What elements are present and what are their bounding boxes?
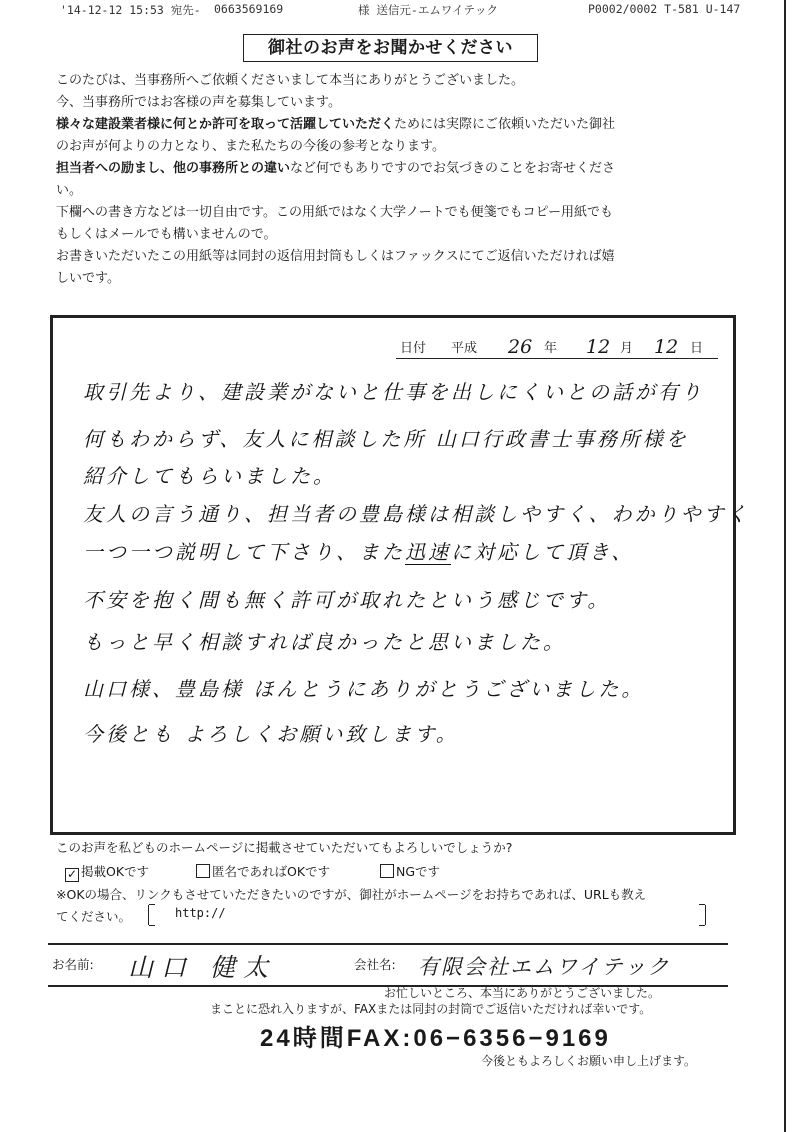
- fax-sender: 様 送信元-エムワイテック: [358, 3, 499, 17]
- checkbox-icon[interactable]: [380, 864, 394, 878]
- closing-text: 今後ともよろしくお願い申し上げます。: [481, 1054, 697, 1068]
- comment-line: もっと早く相談すれば良かったと思いました。: [83, 630, 566, 654]
- comment-box[interactable]: [50, 315, 750, 835]
- intro-line: もしくはメールでも構いませんので。: [56, 227, 277, 242]
- intro-line: しいです。: [56, 271, 120, 286]
- intro-line: お書きいただいたこの用紙等は同封の返信用封筒もしくはファックスにてご返信いただければ嬉: [56, 249, 615, 264]
- fax-sent-time: '14-12-12 15:53 宛先-: [60, 3, 201, 17]
- intro-line: 担当者への励まし、他の事務所との違いなど何でもありですのでお気づきのことをお寄せくださ: [56, 161, 616, 176]
- option-ng[interactable]: NGです: [380, 862, 440, 880]
- checkbox-icon[interactable]: [196, 864, 210, 878]
- name-label: お名前:: [52, 957, 94, 972]
- date-year-unit: 年: [544, 341, 558, 356]
- fax-header: [0, 2, 800, 20]
- fax-page-info: P0002/0002 T-581 U-147: [588, 2, 741, 16]
- date-year: 26: [508, 336, 533, 358]
- comment-line: 取引先より、建設業がないと仕事を出しにくいとの話が有り: [83, 380, 704, 404]
- link-note-cont: てください。: [56, 909, 132, 924]
- page-title: 御社のお声をお聞かせください: [243, 34, 538, 62]
- date-month-unit: 月: [620, 341, 634, 356]
- url-field[interactable]: [148, 905, 706, 925]
- intro-line: このたびは、当事務所へご依頼くださいまして本当にありがとうございました。: [56, 73, 525, 88]
- date-month: 12: [586, 336, 611, 358]
- intro-emphasis: 様々な建設業者様に何とか許可を取って活躍していただく: [56, 117, 395, 132]
- date-era: 平成: [451, 341, 478, 356]
- date-field: [396, 336, 718, 359]
- name-value[interactable]: 山口 健太: [128, 953, 276, 982]
- permission-question: このお声を私どものホームページに掲載させていただいてもよろしいでしょうか?: [56, 840, 513, 855]
- intro-line: 今、当事務所ではお客様の声を募集しています。: [56, 95, 341, 110]
- comment-line: 山口様、豊島様 ほんとうにありがとうございました。: [83, 677, 645, 701]
- comment-line: 友人の言う通り、担当者の豊島様は相談しやすく、わかりやすく: [83, 502, 750, 526]
- underlined-word: 迅速: [405, 540, 451, 564]
- fax-number: 24時間FAX:06−6356−9169: [260, 1025, 611, 1052]
- intro-line: 様々な建設業者様に何とか許可を取って活躍していただくためには実際にご依頼いただいた御社: [56, 117, 616, 132]
- option-anonymous[interactable]: 匿名であればOKです: [196, 862, 330, 880]
- company-label: 会社名:: [354, 957, 396, 972]
- signature-row: [48, 943, 728, 987]
- intro-line: い。: [56, 183, 83, 198]
- intro-emphasis: 担当者への励まし、他の事務所との違い: [56, 161, 291, 176]
- option-ok[interactable]: ✓ 掲載OKです: [66, 864, 150, 881]
- link-note: ※OKの場合、リンクもさせていただきたいのですが、御社がホームページをお持ちであれば、URLも教え: [56, 887, 647, 902]
- date-label: 日付: [400, 341, 427, 356]
- date-day-unit: 日: [690, 341, 704, 356]
- comment-line: 一つ一つ説明して下さり、また迅速に対応して頂き、: [83, 540, 635, 564]
- intro-line: 下欄への書き方などは一切自由です。この用紙ではなく大学ノートでも便箋でもコピー用紙でも: [56, 205, 614, 220]
- comment-line: 今後とも よろしくお願い致します。: [83, 722, 459, 746]
- url-value: http://: [175, 906, 226, 920]
- thanks-text: お忙しいところ、本当にありがとうございました。: [384, 986, 661, 1000]
- comment-line: 不安を抱く間も無く許可が取れたという感じです。: [83, 588, 611, 612]
- intro-text: [56, 70, 756, 290]
- request-text: まことに恐れ入りますが、FAXまたは同封の封筒でご返信いただければ幸いです。: [210, 1002, 652, 1016]
- comment-line: 何もわからず、友人に相談した所 山口行政書士事務所様を: [83, 427, 689, 451]
- intro-line: のお声が何よりの力となり、また私たちの今後の参考となります。: [56, 139, 445, 154]
- right-edge-line: [784, 0, 786, 1132]
- date-day: 12: [654, 336, 679, 358]
- checkbox-checked-icon[interactable]: ✓: [66, 867, 78, 881]
- fax-destination-number: 0663569169: [214, 2, 284, 16]
- company-value[interactable]: 有限会社エムワイテック: [418, 955, 671, 979]
- comment-line: 紹介してもらいました。: [83, 464, 336, 488]
